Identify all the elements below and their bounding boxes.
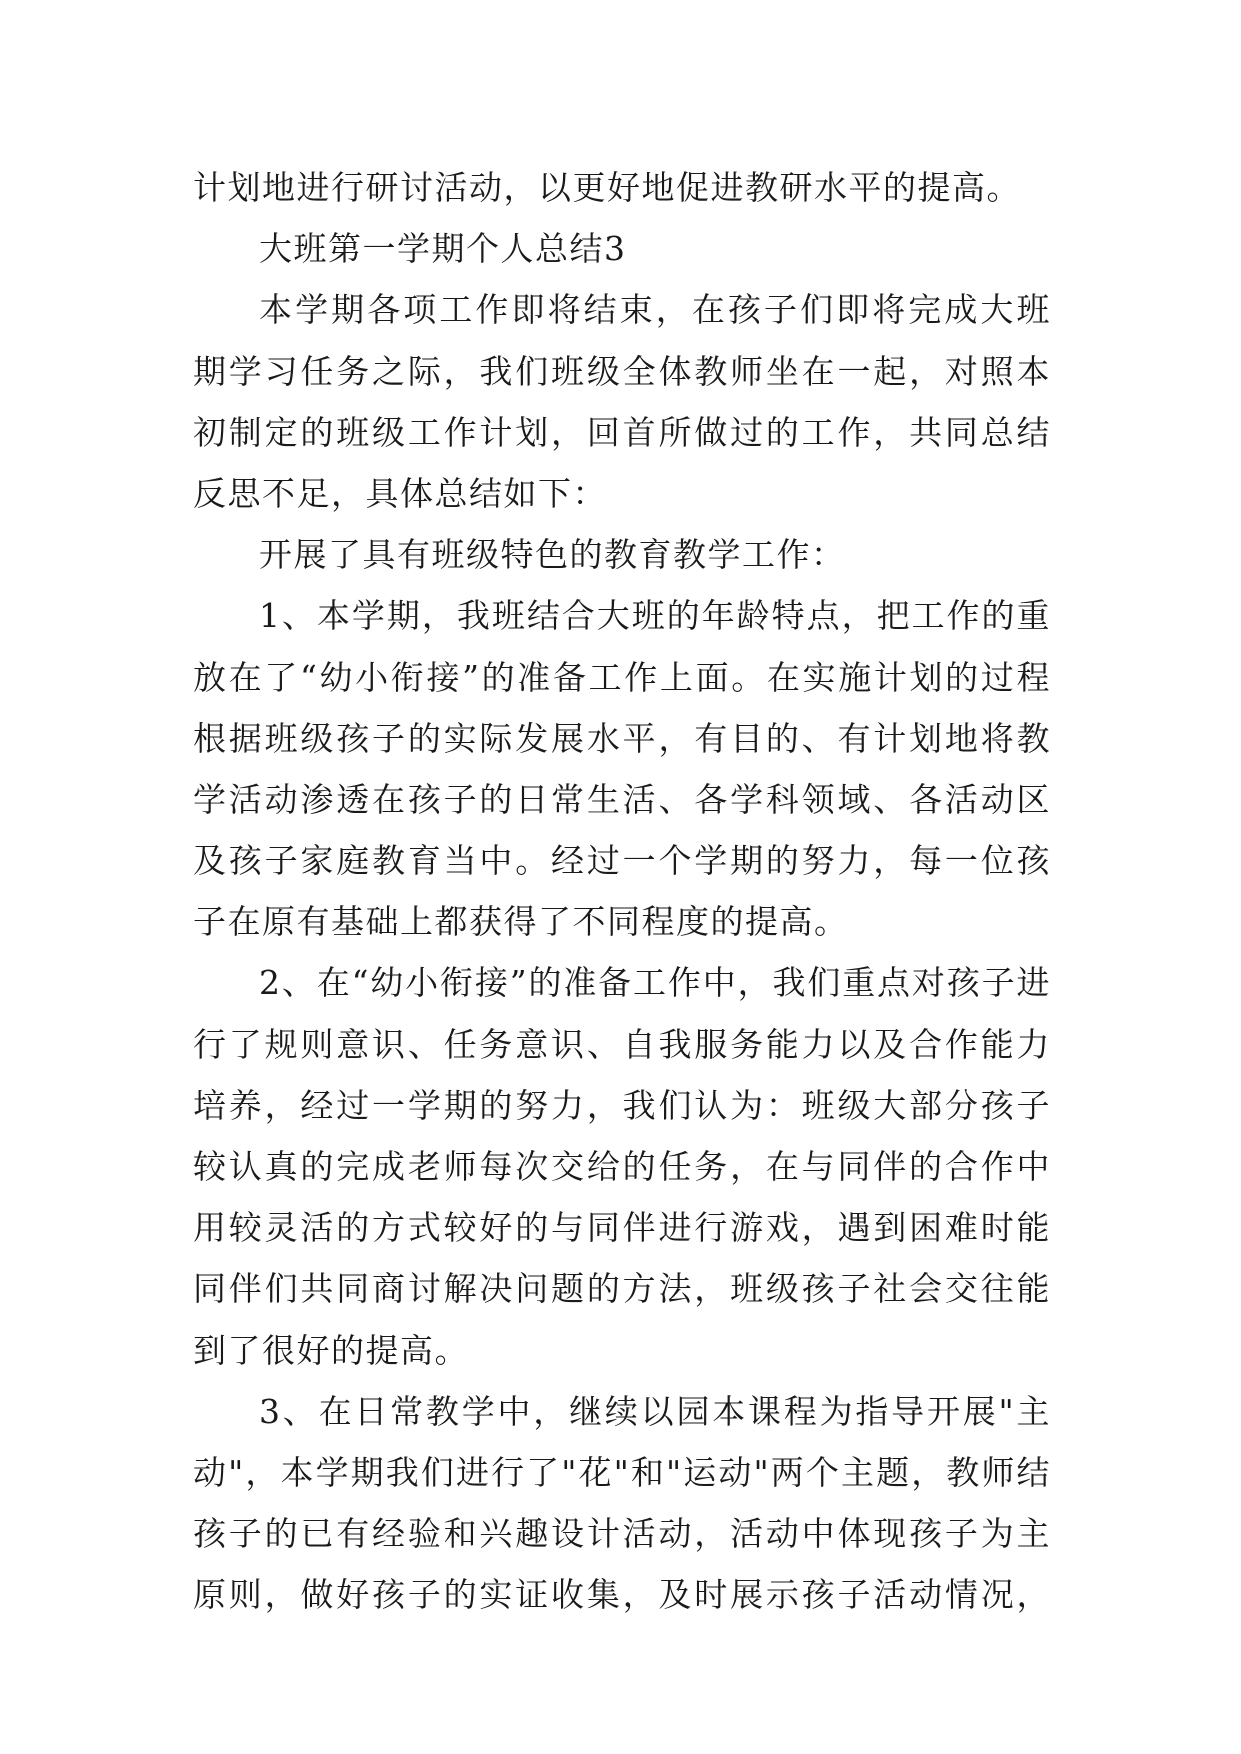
text-line: 同伴们共同商讨解决问题的方法，班级孩子社会交往能 [193,1269,1051,1309]
text-line: 计划地进行研讨活动，以更好地促进教研水平的提高。 [193,168,1021,207]
document-body [193,157,1051,1626]
text-line: 开展了具有班级特色的教育教学工作： [259,535,846,575]
text-line: 根据班级孩子的实际发展水平，有目的、有计划地将教 [193,718,1051,758]
text-line: 较认真的完成老师每次交给的任务，在与同伴的合作中 [193,1147,1051,1186]
text-line: 学活动渗透在孩子的日常生活、各学科领域、各活动区 [193,779,1051,819]
text-line: 行了规则意识、任务意识、自我服务能力以及合作能力 [193,1024,1051,1064]
text-line: 期学习任务之际，我们班级全体教师坐在一起，对照本 [193,351,1051,391]
text-line: 放在了“幼小衔接”的准备工作上面。在实施计划的过程 [193,657,1051,697]
text-line: 子在原有基础上都获得了不同程度的提高。 [193,902,849,942]
text-line: 用较灵活的方式较好的与同伴进行游戏，遇到困难时能 [193,1208,1051,1248]
text-line: 培养，经过一学期的努力，我们认为：班级大部分孩子 [193,1085,1051,1125]
text-line: 3、在日常教学中，继续以园本课程为指导开展"主 [259,1391,1051,1431]
text-line: 大班第一学期个人总结3 [259,229,627,269]
text-line: 1、本学期，我班结合大班的年龄特点，把工作的重 [259,596,1051,636]
text-line: 原则，做好孩子的实证收集，及时展示孩子活动情况， [193,1575,1051,1615]
text-line: 反思不足，具体总结如下： [193,473,607,513]
text-line: 动"，本学期我们进行了"花"和"运动"两个主题，教师结 [193,1452,1051,1492]
text-line: 到了很好的提高。 [193,1330,469,1370]
text-line: 本学期各项工作即将结束，在孩子们即将完成大班 [259,290,1051,330]
text-line: 孩子的已有经验和兴趣设计活动，活动中体现孩子为主 [193,1514,1051,1554]
text-line: 初制定的班级工作计划，回首所做过的工作，共同总结 [193,412,1051,452]
text-line: 及孩子家庭教育当中。经过一个学期的努力，每一位孩 [193,841,1051,881]
text-line: 2、在“幼小衔接”的准备工作中，我们重点对孩子进 [259,963,1051,1003]
